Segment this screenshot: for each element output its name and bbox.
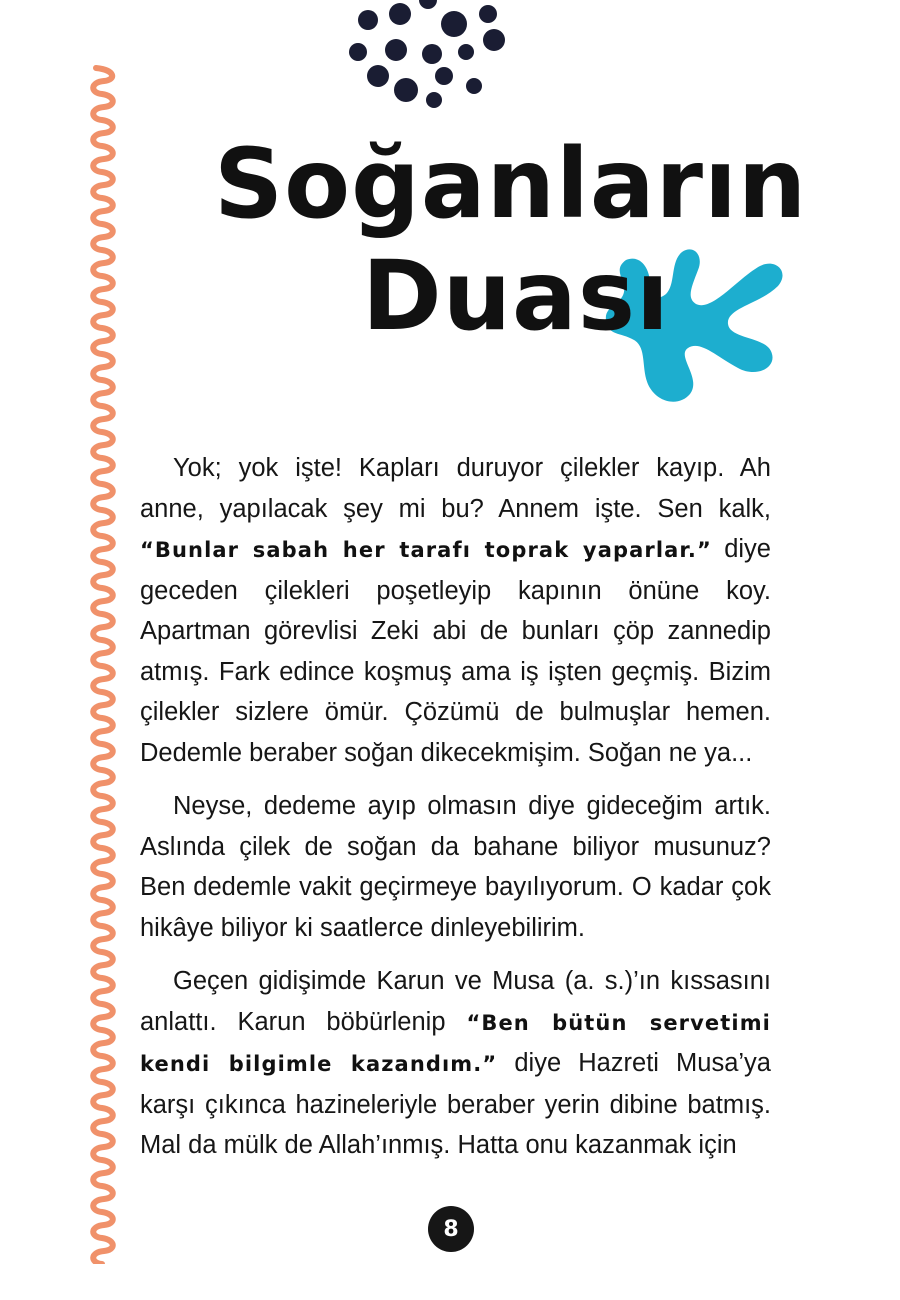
dot [394,78,418,102]
title-line-1: Soğanların [214,128,808,240]
title-line-2: Duası [362,240,670,352]
dot [479,5,497,23]
page-title [214,128,807,352]
dot [466,78,482,94]
dot [419,0,437,9]
text-segment: Neyse, dedeme ayıp olmasın diye gideceğim artık. Aslında çilek de soğan da bahane biliyor musunuz? Ben dedemle vakit geçirmeye bayılıyorum. O kadar çok hikâye biliyor ki saatlerce dinleyebilirim. [140,792,771,942]
text-segment: diye Hazreti Musa’ya karşı çıkınca hazineleriyle beraber yerin dibine batmış. Mal da mülk de Allah’ınmış. Hatta onu kazanmak için [140,1049,771,1159]
dot [349,43,367,61]
dot [385,39,407,61]
wavy-border-decoration [82,64,122,1264]
story-text [140,448,771,1179]
paragraph [140,448,771,773]
page-number: 8 [443,1216,459,1242]
dot [367,65,389,87]
dot [483,29,505,51]
emphasized-quote: “Ben bütün servetimi kendi bilgimle kazandım.” [140,1010,771,1076]
page-number-badge [428,1206,474,1252]
dot [358,10,378,30]
emphasized-quote: “Bunlar sabah her tarafı toprak yaparlar.” [140,538,712,562]
text-segment: Geçen gidişimde Karun ve Musa (a. s.)’ın kıssasını anlattı. Karun böbürlenip [140,967,771,1036]
dot-cluster-decoration [348,0,518,120]
paragraph [140,961,771,1166]
dot [441,11,467,37]
dot [435,67,453,85]
dot [422,44,442,64]
text-segment: Yok; yok işte! Kapları duruyor çilekler kayıp. Ah anne, yapılacak şey mi bu? Annem işte. Sen kalk, [140,454,771,523]
text-segment: diye geceden çilekleri poşetleyip kapının önüne koy. Apartman görevlisi Zeki abi de bunları çöp zannedip atmış. Fark edince koşmuş ama iş işten geçmiş. Bizim çilekler sizlere ömür. Çözümü de bulmuşlar hemen. Dedemle beraber soğan dikecekmişim. Soğan ne ya... [140,535,771,767]
dot [389,3,411,25]
dot [426,92,442,108]
paragraph [140,786,771,948]
dot [458,44,474,60]
